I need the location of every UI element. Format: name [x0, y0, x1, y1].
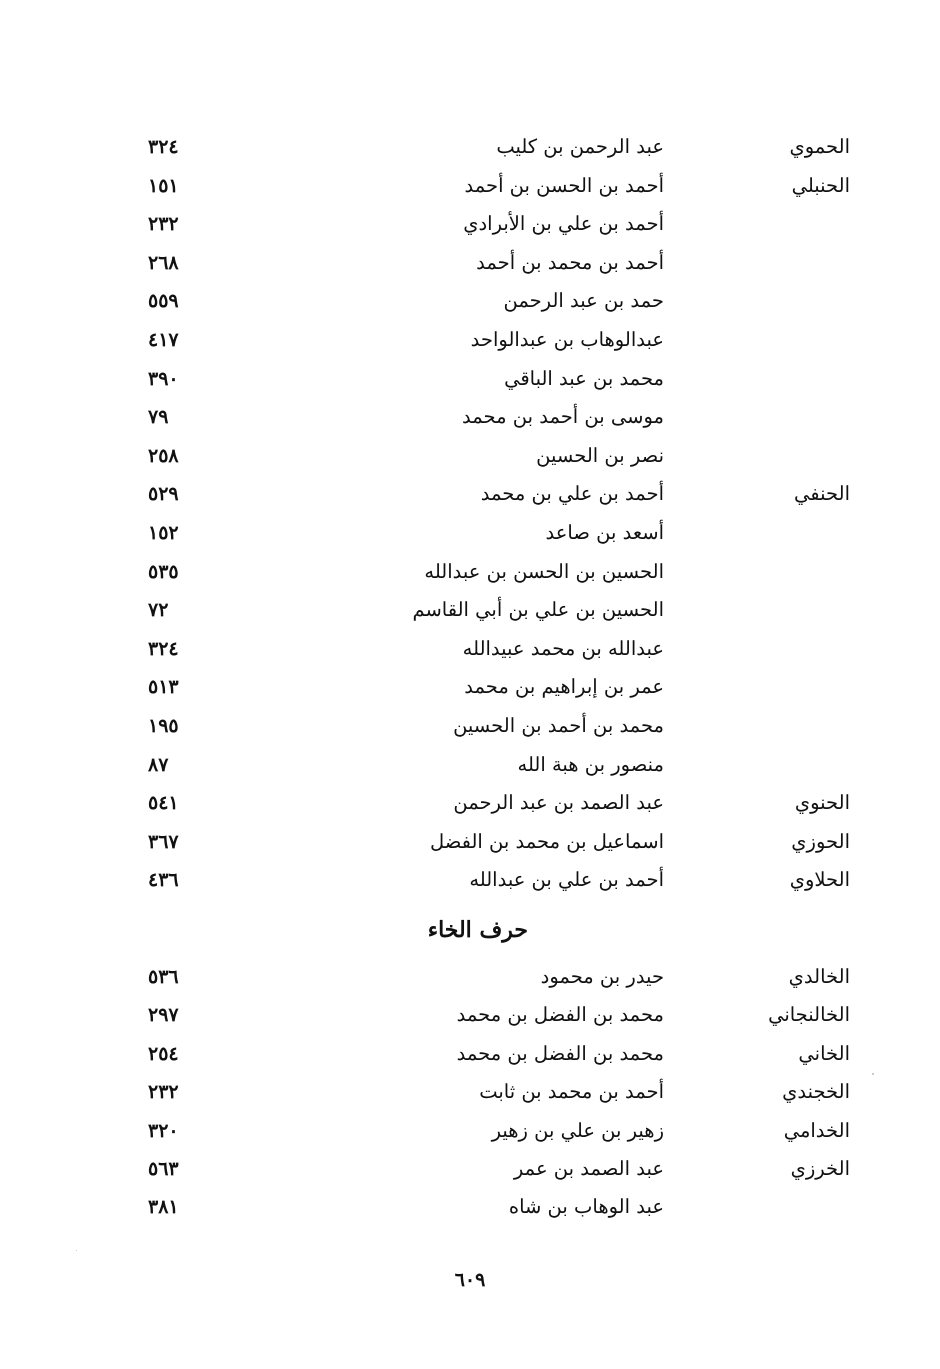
index-list-kha	[0, 958, 940, 1227]
index-entry	[0, 861, 940, 900]
index-entry	[0, 167, 940, 206]
page-number: ٥٣٦	[148, 966, 179, 988]
index-entry	[0, 1150, 940, 1188]
index-entry	[0, 437, 940, 476]
person-name: منصور بن هبة الله	[517, 752, 664, 776]
nisba: الحوزي	[791, 829, 850, 853]
page-number: ٢٩٧	[148, 1004, 179, 1027]
index-entry	[0, 1035, 940, 1073]
page-number: ٥٣٥	[148, 560, 179, 583]
person-name: عمر بن إبراهيم بن محمد	[464, 675, 664, 699]
index-entry	[0, 128, 940, 167]
page-number: ٨٧	[148, 753, 169, 776]
index-entry	[0, 398, 940, 437]
person-name: محمد بن عبد الباقي	[504, 366, 664, 390]
nisba: الخرزي	[790, 1156, 850, 1180]
page-number: ٧٩	[148, 406, 169, 429]
person-name: الحسين بن الحسن بن عبدالله	[424, 559, 664, 583]
person-name: نصر بن الحسين	[536, 443, 664, 467]
section-heading: حرف الخاء	[427, 917, 528, 943]
index-entry	[0, 958, 940, 996]
person-name: محمد بن الفضل بن محمد	[456, 1003, 664, 1027]
index-entry	[0, 668, 940, 707]
page-number: ٧٢	[148, 599, 169, 622]
index-entry	[0, 1073, 940, 1111]
person-name: اسماعيل بن محمد بن الفضل	[429, 829, 664, 853]
person-name: عبد الرحمن بن كليب	[496, 135, 664, 158]
index-entry	[0, 823, 940, 862]
page-number: ١٩٥	[148, 714, 179, 737]
person-name: أحمد بن علي بن الأبرادي	[463, 212, 664, 236]
scan-speck	[76, 1250, 77, 1251]
index-entry	[0, 475, 940, 514]
page-number: ٥١٣	[148, 676, 179, 699]
person-name: عبد الصمد بن عمر	[513, 1156, 664, 1180]
page-number: ٥٤١	[148, 792, 179, 815]
nisba: الخالدي	[788, 965, 850, 988]
page-number: ٤٣٦	[148, 869, 179, 892]
index-entry	[0, 630, 940, 669]
person-name: أسعد بن صاعد	[545, 520, 664, 544]
person-name: محمد بن الفضل بن محمد	[456, 1041, 664, 1065]
index-entry	[0, 591, 940, 630]
person-name: أحمد بن علي بن عبدالله	[469, 868, 664, 892]
person-name: عبد الوهاب بن شاه	[508, 1195, 664, 1219]
index-entry	[0, 553, 940, 592]
index-entry	[0, 282, 940, 321]
page-number: ٢٥٨	[148, 444, 179, 467]
nisba: الحنوي	[794, 791, 850, 815]
index-entry	[0, 707, 940, 746]
page-number: ٣٨١	[148, 1196, 179, 1219]
index-entry	[0, 244, 940, 283]
nisba: الحموي	[789, 135, 850, 158]
index-entry	[0, 746, 940, 785]
person-name: حيدر بن محمود	[540, 965, 664, 988]
person-name: أحمد بن محمد بن ثابت	[479, 1080, 664, 1104]
page-number: ٥٥٩	[148, 290, 179, 313]
page-number: ١٥٢	[148, 521, 179, 544]
page-number: ٣٢٤	[148, 637, 179, 660]
index-entry	[0, 784, 940, 823]
page-number: ٢٣٢	[148, 1081, 179, 1104]
person-name: حمد بن عبد الرحمن	[503, 289, 664, 313]
page-number: ٣٩٠	[148, 367, 179, 390]
nisba: الحنبلي	[791, 173, 850, 197]
page-number: ٢٣٢	[148, 213, 179, 236]
page-number: ٢٦٨	[148, 251, 179, 274]
index-entry	[0, 514, 940, 553]
nisba: الخالنجاني	[768, 1003, 850, 1027]
page-number: ٥٢٩	[148, 483, 179, 506]
index-entry	[0, 996, 940, 1034]
index-entry	[0, 321, 940, 360]
person-name: زهير بن علي بن زهير	[491, 1118, 664, 1142]
page-number: ٥٦٣	[148, 1157, 179, 1180]
person-name: موسى بن أحمد بن محمد	[462, 405, 664, 429]
page-number: ٣٢٤	[148, 136, 179, 158]
nisba: الخدامي	[783, 1118, 850, 1142]
page-number: ٣٦٧	[148, 830, 179, 853]
page-number: ٢٥٤	[148, 1042, 179, 1065]
index-entry	[0, 1112, 940, 1150]
nisba: الخاني	[798, 1041, 850, 1065]
folio-number: ٦٠٩	[454, 1269, 486, 1291]
nisba: الخجندي	[782, 1080, 850, 1104]
person-name: أحمد بن علي بن محمد	[480, 482, 664, 506]
index-entry	[0, 1188, 940, 1226]
page-number: ٤١٧	[148, 328, 179, 351]
page-number: ١٥١	[148, 174, 179, 197]
index-entry	[0, 205, 940, 244]
person-name: عبد الصمد بن عبد الرحمن	[453, 791, 664, 815]
page-number: ٣٢٠	[148, 1119, 179, 1142]
index-entry	[0, 360, 940, 399]
person-name: الحسين بن علي بن أبي القاسم	[412, 598, 664, 622]
person-name: عبدالوهاب بن عبدالواحد	[470, 327, 664, 351]
person-name: أحمد بن الحسن بن أحمد	[464, 173, 664, 197]
index-list-ha	[0, 128, 940, 900]
nisba: الحنفي	[794, 482, 850, 506]
nisba: الحلاوي	[789, 868, 850, 892]
person-name: محمد بن أحمد بن الحسين	[453, 713, 664, 737]
person-name: أحمد بن محمد بن أحمد	[476, 250, 664, 274]
scan-speck	[872, 1073, 874, 1075]
person-name: عبدالله بن محمد عبيدالله	[462, 636, 664, 660]
